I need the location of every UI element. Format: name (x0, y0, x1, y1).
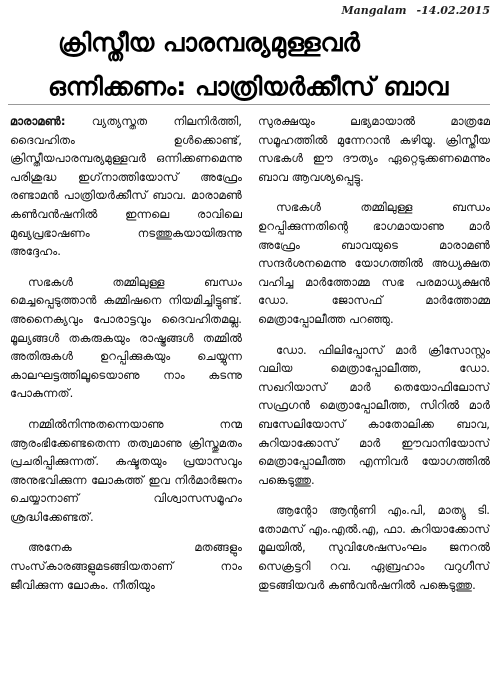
article-paragraph: ആന്റോ ആന്റണി എം.പി, മാത്യു ടി. തോമസ് എം.എല്‍.എ, ഫാ. കുറിയാക്കോസ് മൂലയില്‍, സുവിശേഷസംഘം ജനറല്‍ സെക്രട്ടറി റവ. ഏബ്രഹാം വറുഗീസ് തുടങ്ങിയവര്‍ കണ്‍വന്‍ഷനില്‍ പങ്കെടുത്തു. (258, 503, 490, 592)
article-paragraph: സഭകള്‍ തമ്മിലുള്ള ബന്ധം മെച്ചപ്പെടുത്താന്‍ കമ്മിഷനെ നിയമിച്ചിട്ടുണ്ട്. അനൈക്യവും പോരാട്ടവും ദൈവഹിതമല്ല. മൂല്യങ്ങള്‍ തകരുകയും രാഷ്ട്രങ്ങള്‍ തമ്മില്‍ അതിരുകള്‍ ഉറപ്പിക്കുകയും ചെയ്യുന്ന കാലഘട്ടത്തിലൂടെയാണു നാം കടന്നു പോകുന്നത്. (10, 274, 242, 401)
dateline: മാരാമണ്‍: (10, 114, 66, 128)
masthead (341, 4, 490, 17)
article-column-right (258, 112, 490, 672)
article-paragraph (10, 112, 242, 261)
article-column-left (10, 112, 242, 672)
article-paragraph: ഡോ. ഫിലിപ്പോസ് മാര്‍ ക്രിസോസ്റ്റം വലിയ മെത്രാപ്പോലീത്ത, ഡോ. സഖറിയാസ് മാര്‍ തെയോഫിലോസ് സഫ്രഗന്‍ മെത്രാപ്പോലീത്ത, സിറില്‍ മാര്‍ ബസേലിയോസ് കാതോലിക്ക ബാവ, കുറിയാക്കോസ് മാര്‍ ഈവാനിയോസ് മെത്രാപ്പോലീത്ത എന്നിവര്‍ യോഗത്തില്‍ പങ്കെടുത്തു. (258, 342, 490, 487)
article-paragraph: നമ്മില്‍നിന്നുതന്നെയാണു നന്മ ആരംഭിക്കേണ്ടതെന്ന തത്വമാണു ക്രിസ്തുമതം പ്രചരിപ്പിക്കുന്നത്. കഷ്ടതയും പ്രയാസവും അനുഭവിക്കുന്ന ലോകത്ത് ഇവ നിര്‍മാര്‍ജനം ചെയ്യാനാണ് വിശ്വാസസമൂഹം ശ്രദ്ധിക്കേണ്ടത്. (10, 416, 242, 524)
headline-divider (8, 104, 490, 105)
article-paragraph: സുരക്ഷയും ലഭ്യമായാല്‍ മാത്രമേ സമൂഹത്തില്‍ മുന്നേറാന്‍ കഴിയൂ. ക്രിസ്തീയ സഭകള്‍ ഈ ദൗത്യം ഏറ്റെടുക്കണമെന്നും ബാവ ആവശ്യപ്പെട്ടു. (258, 114, 490, 184)
publication-date: -14.02.2015 (416, 4, 490, 17)
article-paragraph: സഭകള്‍ തമ്മിലുള്ള ബന്ധം ഉറപ്പിക്കുന്നതിന്റെ ഭാഗമായാണു മാര്‍ അഫ്രേം ബാവയുടെ മാരാമണ്‍ സന്ദര്‍ശനമെന്നു യോഗത്തില്‍ അധ്യക്ഷത വഹിച്ച മാര്‍ത്തോമ്മ സഭ പരമാധ്യക്ഷന്‍ ഡോ. ജോസഫ് മാര്‍ത്തോമ്മ മെത്രാപ്പോലീത്ത പറഞ്ഞു. (258, 200, 490, 326)
article-paragraph: അനേക മതങ്ങളും സംസ്‌കാരങ്ങളുമടങ്ങിയതാണ് നാം ജീവിക്കുന്ന ലോകം. നീതിയും (10, 540, 242, 592)
newspaper-name: Mangalam (341, 4, 407, 17)
headline (48, 24, 490, 106)
paragraph-text: വ്യത്യസ്തത നിലനിര്‍ത്തി, ദൈവഹിതം ഉള്‍ക്കൊണ്ട്, ക്രിസ്തീയപാരമ്പര്യമുള്ളവര്‍ ഒന്നിക്കണമെന്നു പരിശുദ്ധ ഇഗ്‌നാത്തിയോസ് അഫ്രേം രണ്ടാമന്‍ പാത്രിയര്‍ക്കീസ് ബാവ. മാരാമണ്‍ കണ്‍വന്‍ഷനില്‍ ഇന്നലെ രാവിലെ മുഖ്യപ്രഭാഷണം നടത്തുകയായിരുന്നു അദ്ദേഹം. (10, 114, 242, 259)
headline-line-2: ഒന്നിക്കണം: പാത്രിയര്‍ക്കീസ് ബാവ (48, 72, 449, 101)
headline-line-1: ക്രിസ്തീയ പാരമ്പര്യമുള്ളവര്‍ (58, 28, 360, 57)
